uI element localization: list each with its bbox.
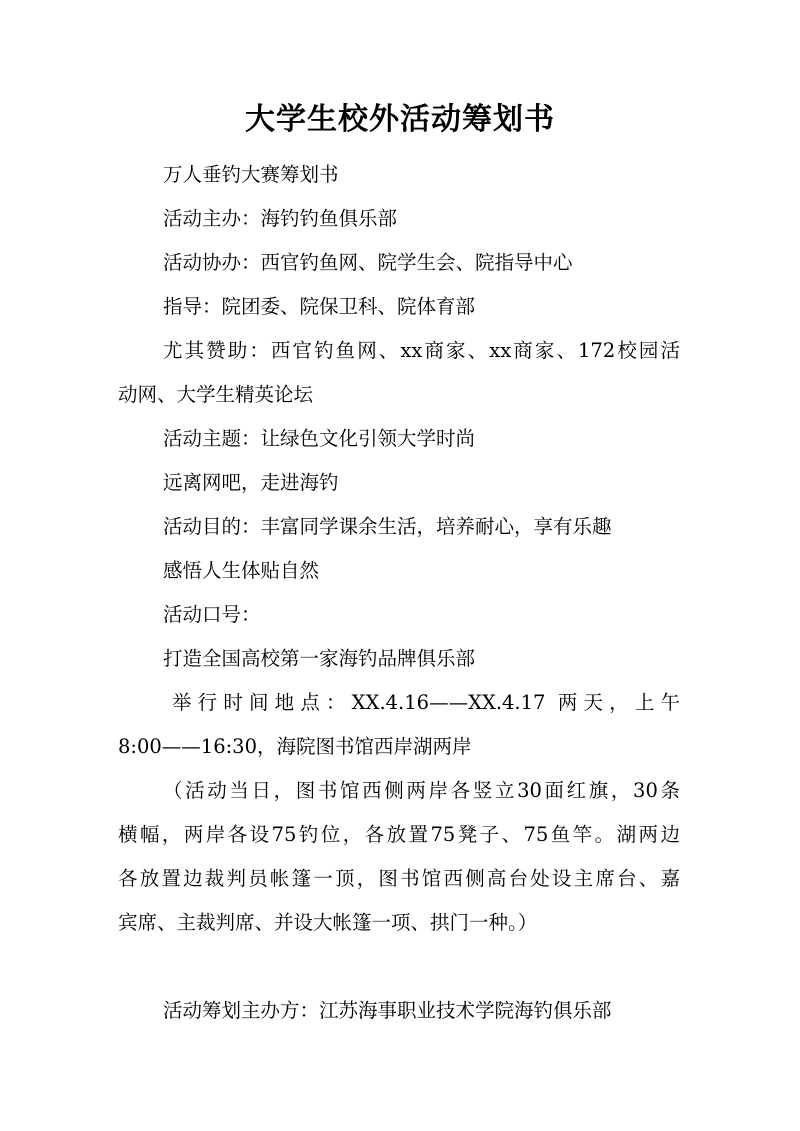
setup-line-1: （活动当日，图书馆西侧两岸各竖立30面红旗，30条 <box>163 779 680 802</box>
organizer-line: 活动筹划主办方：江苏海事职业技术学院海钓俱乐部 <box>163 999 612 1022</box>
setup-line-4: 宾席、主裁判席、并设大帐篷一项、拱门一种。） <box>118 911 538 934</box>
slogan-line: 打造全国高校第一家海钓品牌俱乐部 <box>163 647 476 670</box>
subtitle-line: 万人垂钓大赛筹划书 <box>163 163 339 186</box>
setup-line-2: 横幅，两岸各设75钓位，各放置75凳子、75鱼竿。湖两边 <box>118 823 680 846</box>
sponsor-line: 尤其赞助：西官钓鱼网、xx商家、xx商家、172校园活 <box>163 339 680 362</box>
document-title: 大学生校外活动筹划书 <box>245 102 555 137</box>
slogan-label-line: 活动口号： <box>163 603 261 626</box>
theme-line-cont: 远离网吧，走进海钓 <box>163 471 339 494</box>
purpose-line-cont: 感悟人生体贴自然 <box>163 559 320 582</box>
guidance-line: 指导：院团委、院保卫科、院体育部 <box>163 295 476 318</box>
time-place-line: 举行时间地点：XX.4.16——XX.4.17 两天，上午 <box>172 691 680 714</box>
setup-line-3: 各放置边裁判员帐篷一顶，图书馆西侧高台处设主席台、嘉 <box>118 867 680 890</box>
time-place-line-cont: 8:00——16:30，海院图书馆西岸湖两岸 <box>118 735 472 758</box>
purpose-line: 活动目的：丰富同学课余生活，培养耐心，享有乐趣 <box>163 515 612 538</box>
co-host-line: 活动协办：西官钓鱼网、院学生会、院指导中心 <box>163 251 573 274</box>
sponsor-line-cont: 动网、大学生精英论坛 <box>118 383 314 406</box>
theme-line: 活动主题：让绿色文化引领大学时尚 <box>163 427 476 450</box>
host-line: 活动主办：海钓钓鱼俱乐部 <box>163 207 398 230</box>
